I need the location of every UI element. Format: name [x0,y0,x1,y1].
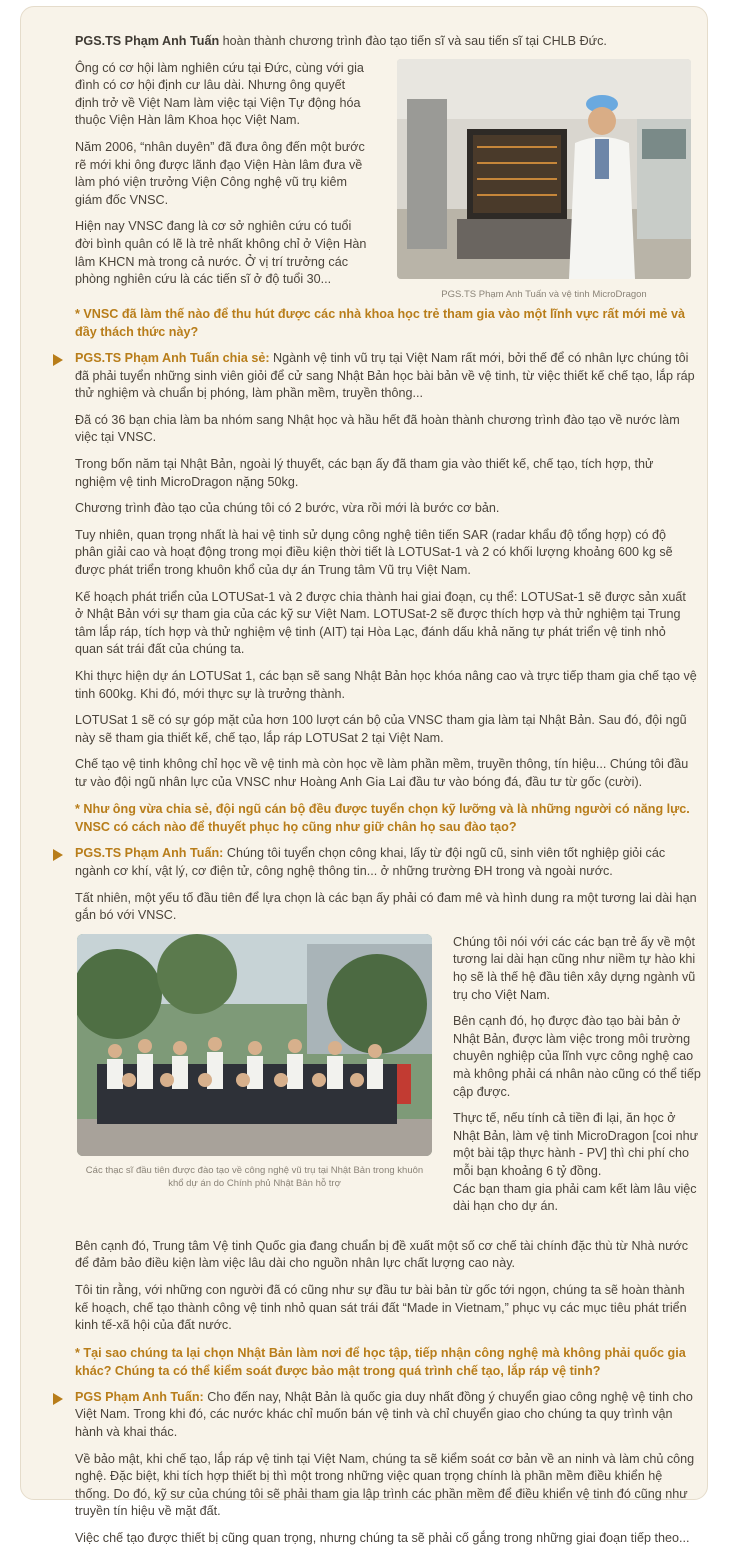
photo-caption: PGS.TS Phạm Anh Tuấn và vệ tinh MicroDragon [441,289,647,300]
group-photo-section [75,934,701,1238]
answer-text: Ngành vệ tinh vũ trụ tại Việt Nam rất mới, bởi thế để có nhân lực chúng tôi đã phải tuyển những sinh viên giỏi để cử sang Nhật Bản học bài bản về vệ tinh, từ việc thiết kế chế tạo, lắp ráp thử nghiệm và chuẩn bị phóng, làm phần mềm, truyền thông... [75,351,695,401]
photo-microdragon [397,59,691,279]
triangle-bullet-icon [53,354,63,366]
paragraph: Chương trình đào tạo của chúng tôi có 2 bước, vừa rồi mới là bước cơ bản. [75,501,500,516]
article-card [20,6,708,1545]
paragraph: Ông có cơ hội làm nghiên cứu tại Đức, cùng với gia đình có cơ hội định cư lâu dài. Nhưng ông quyết định trở về Việt Nam làm việc tại Viện Tự động hóa thuộc Viện Hàn lâm Khoa học Việt Nam. [75,60,364,128]
paragraph: Năm 2006, “nhân duyên” đã đưa ông đến một bước rẽ mới khi ông được lãnh đạo Viện Hàn lâm đưa về làm phó viện trưởng Viện Công nghệ vũ trụ kiêm giám đốc VNSC. [75,139,365,207]
person-name: PGS.TS Phạm Anh Tuấn [75,34,220,48]
speaker-name: PGS.TS Phạm Anh Tuấn: [75,846,224,861]
question-1: * VNSC đã làm thế nào để thu hút được các nhà khoa học trẻ tham gia vào một lĩnh vực rất mới mẻ và đầy thách thức này? [75,307,685,339]
paragraph: Các bạn tham gia phải cam kết làm lâu việc dài hạn cho dự án. [453,1181,697,1214]
photo-caption: Các thạc sĩ đầu tiên được đào tạo về công nghệ vũ trụ tại Nhật Bản trong khuôn khổ dự án do Chính phủ Nhật Bản hỗ trợ [85,1164,424,1189]
paragraph: Tất nhiên, một yếu tố đầu tiên để lựa chọn là các bạn ấy phải có đam mê và hình dung ra một tương lai dài hạn gắn bó với VNSC. [75,890,697,923]
photo-group-scene [77,934,432,1156]
paragraph: Trong bốn năm tại Nhật Bản, ngoài lý thuyết, các bạn ấy đã tham gia vào thiết kế, chế tạo, tích hợp, thử nghiệm vệ tinh MicroDragon nặng 50kg. [75,456,654,489]
photo-group-trainees [77,934,432,1156]
intro-text: hoàn thành chương trình đào tạo tiến sĩ và sau tiến sĩ tại CHLB Đức. [219,34,607,48]
paragraph: Thực tế, nếu tính cả tiền đi lại, ăn học ở Nhật Bản, làm vệ tinh MicroDragon [coi như một bài tập thực hành - PV] thì chi phí cho mỗi bạn khoảng 6 tỷ đồng. [453,1111,699,1178]
answer-text: Chúng tôi tuyển chọn công khai, lấy từ đội ngũ cũ, sinh viên tốt nghiệp giỏi các ngành cơ khí, vật lý, cơ điện tử, công nghệ thông tin... ở những trường ĐH trong và ngoài nước. [75,846,666,879]
paragraph: Kế hoạch phát triển của LOTUSat-1 và 2 được chia thành hai giai đoạn, cụ thể: LOTUSat-1 sẽ được sản xuất ở Nhật Bản với sự tham gia của các kỹ sư Việt Nam. LOTUSat-2 sẽ được thích hợp và thử nghiệm tại Trung tâm lắp ráp, tích hợp và thử nghiệm vệ tinh (AIT) tại Hòa Lạc, đánh dấu khả năng tự phát triển vệ tinh nhỏ quan sát trái đất của chúng ta. [75,589,686,657]
paragraph: Chúng tôi nói với các các bạn trẻ ấy về một tương lai dài hạn cũng như niềm tự hào khi họ sẽ là thế hệ đầu tiên xây dựng ngành vũ trụ cho Việt Nam. [453,934,696,1002]
speaker-name: PGS Phạm Anh Tuấn: [75,1389,204,1404]
paragraph: Khi thực hiện dự án LOTUSat 1, các bạn sẽ sang Nhật Bản học khóa nâng cao và trực tiếp tham gia chế tạo vệ tinh 600kg. Khi đó, mới thực sự là trưởng thành. [75,668,697,701]
paragraph: Bên cạnh đó, Trung tâm Vệ tinh Quốc gia đang chuẩn bị đề xuất một số cơ chế tài chính đặc thù từ Nhà nước để đảm bảo điều kiện làm việc lâu dài cho nguồn nhân lực chất lượng cao này. [75,1238,689,1271]
paragraph: Về bảo mật, khi chế tạo, lắp ráp vệ tinh tại Việt Nam, chúng ta sẽ kiểm soát cơ bản về an ninh và làm chủ công nghệ. Đặc biệt, khi tích hợp thiết bị thì một trong những việc quan trọng chính là phần mềm điều khiển hệ thống. Do đó, kỹ sư của chúng tôi sẽ phải tham gia lập trình các phần mềm để điều khiển vệ tinh đó cũng như truyền tín hiệu về mặt đất. [75,1451,695,1519]
answer-3 [75,1389,697,1442]
question-3: * Tại sao chúng ta lại chọn Nhật Bản làm nơi để học tập, tiếp nhận công nghệ mà không phải quốc gia khác? Chúng ta có thể kiểm soát được bảo mật trong quá trình chế tạo, lắp ráp vệ tinh? [75,1345,686,1378]
paragraph: Tôi tin rằng, với những con người đã có cũng như sự đầu tư bài bản từ gốc tới ngọn, chúng ta sẽ hoàn thành kế hoạch, chế tạo thành công vệ tinh nhỏ quan sát trái đất “Made in Vietnam,” phục vụ các mục tiêu phát triển kinh tế-xã hội của đất nước. [75,1283,687,1333]
intro-paragraph [75,33,697,51]
photo-lab-scene [397,59,691,279]
paragraph: Đã có 36 bạn chia làm ba nhóm sang Nhật học và hầu hết đã hoàn thành chương trình đào tạo về nước làm việc tại VNSC. [75,412,680,445]
answer-text: Cho đến nay, Nhật Bản là quốc gia duy nhất đồng ý chuyển giao công nghệ vệ tinh cho Việt Nam. Trong khi đó, các nước khác chỉ muốn bán vệ tinh và chỉ chuyển giao cho chúng ta quy trình vận hành và khai thác. [75,1389,693,1439]
paragraph: Chế tạo vệ tinh không chỉ học về vệ tinh mà còn học về làm phần mềm, truyền thông, tín hiệu... Chúng tôi đầu tư vào đội ngũ nhân lực của VNSC như Hoàng Anh Gia Lai đầu tư vào bóng đá, đầu tư từ gốc (cười). [75,757,689,789]
article-body [75,33,701,1557]
paragraph: Hiện nay VNSC đang là cơ sở nghiên cứu có tuổi đời bình quân có lẽ là trẻ nhất không chỉ ở Viện Hàn lâm KHCN mà trong cả nước. Ở vị trí trưởng các phòng nghiên cứu là các tiến sĩ ở độ tuổi 30... [75,219,367,287]
paragraph: Tuy nhiên, quan trọng nhất là hai vệ tinh sử dụng công nghệ tiên tiến SAR (radar khẩu độ tổng hợp) có độ phân giải cao và hoạt động trong mọi điều kiện thời tiết là LOTUSat-1 và 2 có khối lượng khoảng 600 kg sẽ được phát triển trong khuôn khổ của dự án Trung tâm Vũ trụ Việt Nam. [75,527,673,577]
triangle-bullet-icon [53,1393,63,1405]
paragraph: Bên cạnh đó, họ được đào tạo bài bản ở Nhật Bản, được làm việc trong môi trường chuyên nghiệp của lĩnh vực công nghệ cao mà không phải cá nhân nào cũng có thể tiếp cập được. [453,1014,701,1099]
intro-text-column [75,60,367,289]
triangle-bullet-icon [53,849,63,861]
intro-section [75,33,697,305]
paragraph: Việc chế tạo được thiết bị cũng quan trọng, nhưng chúng ta sẽ phải cố gắng trong những giai đoạn tiếp theo... [75,1530,690,1545]
answer-2 [75,845,697,880]
question-2: * Như ông vừa chia sẻ, đội ngũ cán bộ đều được tuyển chọn kỹ lưỡng và là những người có năng lực. VNSC có cách nào để thuyết phục họ cũng như giữ chân họ sau đào tạo? [75,802,690,835]
side-text-column [453,934,703,1225]
paragraph: LOTUSat 1 sẽ có sự góp mặt của hơn 100 lượt cán bộ của VNSC tham gia làm tại Nhật Bản. Sau đó, đội ngũ này sẽ tham gia thiết kế, chế tạo, lắp ráp LOTUSat 2 tại Việt Nam. [75,713,687,745]
speaker-name: PGS.TS Phạm Anh Tuấn chia sẻ: [75,351,270,365]
answer-1 [75,350,697,403]
